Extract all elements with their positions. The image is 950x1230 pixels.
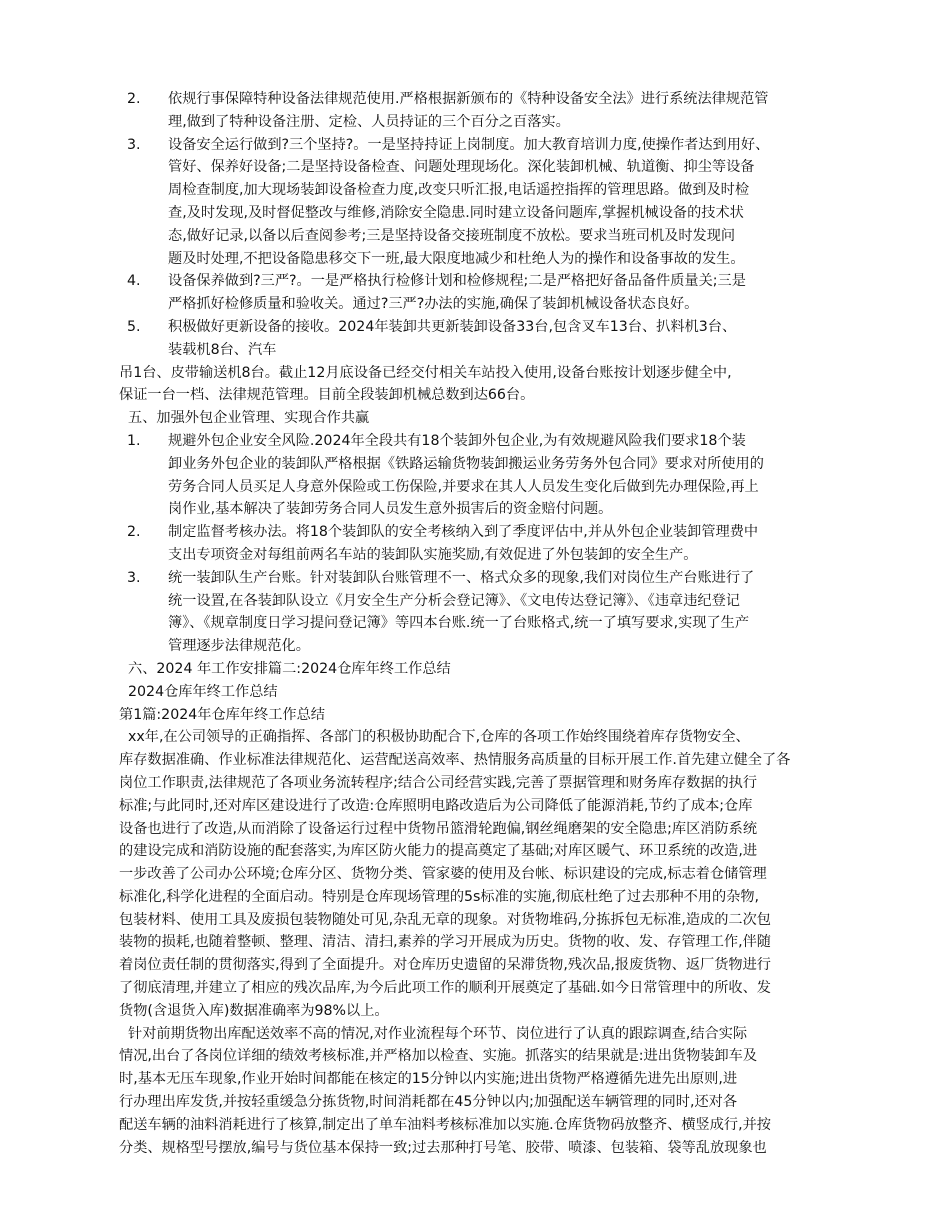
text-line: 行办理出库发货,并按轻重缓急分拣货物,时间消耗都在45分钟以内;加强配送车辆管理的同时,还对各 <box>119 1094 738 1111</box>
text-line: 的建设完成和消防设施的配套落实,为库区防火能力的提高奠定了基础;对库区暖气、环卫系统的改造,进 <box>119 843 758 860</box>
text-line: 统一设置,在各装卸队设立《月安全生产分析会登记簿》、《文电传达登记簿》、《违章违纪登记 <box>168 592 740 609</box>
text-line: 设备也进行了改造,从而消除了设备运行过程中货物吊篮滑轮跑偏,钢丝绳磨架的安全隐患;库区消防系统 <box>119 820 758 837</box>
list-item <box>119 88 859 134</box>
text-line: 岗作业,基本解决了装卸劳务合同人员发生意外损害后的资金赔付问题。 <box>168 501 613 518</box>
list-number: 3. <box>127 136 141 153</box>
body-paragraph-1 <box>119 726 859 1022</box>
text-line: 标准化,科学化进程的全面启动。特别是仓库现场管理的5s标准的实施,彻底杜绝了过去那种不用的杂物, <box>119 888 760 905</box>
text-line: 周检查制度,加大现场装卸设备检查力度,改变只听汇报,电话遥控指挥的管理思路。做到及时检 <box>168 182 750 199</box>
text-line: 分类、规格型号摆放,编号与货位基本保持一致;过去那种打号笔、胶带、喷漆、包装箱、袋等乱放现象也 <box>119 1139 767 1156</box>
document-subtitle: 第1篇:2024年仓库年终工作总结 <box>119 706 325 723</box>
text-line: 标准;与此同时,还对库区建设进行了改造:仓库照明电路改造后为公司降低了能源消耗,节约了成本;仓库 <box>119 797 753 814</box>
list-item <box>119 316 859 362</box>
text-line: 卸业务外包企业的装卸队严格根据《铁路运输货物装卸搬运业务劳务外包合同》要求对所使用的 <box>168 455 764 472</box>
document-title: 2024仓库年终工作总结 <box>128 683 278 700</box>
text-line: 设备保养做到?三严?。一是严格执行检修计划和检修规程;二是严格把好备品备件质量关;三是 <box>168 273 746 290</box>
text-line: 支出专项资金对每组前两名车站的装卸队实施奖励,有效促进了外包装卸的安全生产。 <box>168 546 698 563</box>
text-line: 吊1台、皮带输送机8台。截止12月底设备已经交付相关车站投入使用,设备台账按计划逐步健全中, <box>119 364 732 381</box>
text-line: 积极做好更新设备的接收。2024年装卸共更新装卸设备33台,包含叉车13台、扒料机3台、 <box>168 318 737 335</box>
text-line: 着岗位责任制的贯彻落实,得到了全面提升。对仓库历史遗留的呆滞货物,残次品,报废货物、返厂货物进行 <box>119 957 771 974</box>
text-line: 一步改善了公司办公环境;仓库分区、货物分类、管家婆的使用及台帐、标识建设的完成,标志着仓储管理 <box>119 866 767 883</box>
list-number: 5. <box>127 318 141 335</box>
numbered-list-outsourcing <box>119 430 859 658</box>
text-line: 装载机8台、汽车 <box>168 341 277 358</box>
text-line: 包装材料、使用工具及废损包装物随处可见,杂乱无章的现象。对货物堆码,分拣拆包无标准,造成的二次包 <box>119 911 771 928</box>
list-number: 2. <box>127 524 141 541</box>
list-number: 3. <box>127 569 141 586</box>
text-line: 劳务合同人员买足人身意外保险或工伤保险,并要求在其人人员发生变化后做到先办理保险,再上 <box>168 478 759 495</box>
section-heading-6: 六、2024 年工作安排篇二:2024仓库年终工作总结 <box>128 660 451 677</box>
text-line: 岗位工作职责,法律规范了各项业务流转程序;结合公司经营实践,完善了票据管理和财务库存数据的执行 <box>119 774 758 791</box>
text-line: 货物(含退货入库)数据准确率为98%以上。 <box>119 1002 389 1019</box>
list-number: 1. <box>127 432 141 449</box>
text-line: 依规行事保障特种设备法律规范使用.严格根据新颁布的《特种设备安全法》进行系统法律规范管 <box>168 91 769 107</box>
text-line: 统一装卸队生产台账。针对装卸队台账管理不一、格式众多的现象,我们对岗位生产台账进行了 <box>168 569 755 586</box>
text-line: 查,及时发现,及时督促整改与维修,消除安全隐患.同时建立设备问题库,掌握机械设备的技术状 <box>168 204 744 221</box>
list-item <box>119 430 859 521</box>
list-item <box>119 521 859 567</box>
text-line: 管理逐步法律规范化。 <box>168 638 310 655</box>
document-body <box>119 88 859 1159</box>
text-line: 针对前期货物出库配送效率不高的情况,对作业流程每个环节、岗位进行了认真的跟踪调查,结合实际 <box>128 1025 748 1042</box>
numbered-list-equipment <box>119 88 859 362</box>
text-line: 库存数据准确、作业标准法律规范化、运营配送高效率、热情服务高质量的目标开展工作.首先建立健全了各 <box>119 752 791 769</box>
text-line: 理,做到了特种设备注册、定检、人员持证的三个百分之百落实。 <box>168 113 570 130</box>
text-line: 簿》、《规章制度日学习提问登记簿》等四本台账.统一了台账格式,统一了填写要求,实现了生产 <box>168 615 750 632</box>
text-line: 时,基本无压车现象,作业开始时间都能在核定的15分钟以内实施;进出货物严格遵循先进先出原则,进 <box>119 1071 738 1088</box>
list-item <box>119 270 859 316</box>
body-paragraph-2 <box>119 1023 859 1160</box>
text-line: 严格抓好检修质量和验收关。通过?三严?办法的实施,确保了装卸机械设备状态良好。 <box>168 296 699 313</box>
text-line: 态,做好记录,以备以后查阅参考;三是坚持设备交接班制度不放松。要求当班司机及时发现问 <box>168 227 736 244</box>
text-line: 规避外包企业安全风险.2024年全段共有18个装卸外包企业,为有效规避风险我们要求18个装 <box>168 432 746 449</box>
list-item <box>119 567 859 658</box>
text-line: 管好、保养好设备;二是坚持设备检查、问题处理现场化。深化装卸机械、轨道衡、抑尘等设备 <box>168 159 755 176</box>
text-line: 保证一台一档、法律规范管理。目前全段装卸机械总数到达66台。 <box>119 387 535 404</box>
list-item <box>119 134 859 271</box>
text-line: 了彻底清理,并建立了相应的残次品库,为今后此项工作的顺利开展奠定了基础.如今日常管理中的所收、发 <box>119 980 771 997</box>
list-number: 2. <box>127 91 141 107</box>
text-line: 配送车辆的油料消耗进行了核算,制定出了单车油料考核标准加以实施.仓库货物码放整齐、横竖成行,并按 <box>119 1116 771 1133</box>
text-line: 题及时处理,不把设备隐患移交下一班,最大限度地减少和杜绝人为的操作和设备事故的发生。 <box>168 250 745 267</box>
section-heading-5: 五、加强外包企业管理、实现合作共赢 <box>128 410 370 427</box>
text-line: 设备安全运行做到?三个坚持?。一是坚持持证上岗制度。加大教育培训力度,使操作者达到用好、 <box>168 136 770 153</box>
text-line: 制定监督考核办法。将18个装卸队的安全考核纳入到了季度评估中,并从外包企业装卸管理费中 <box>168 524 759 541</box>
text-line: 装物的损耗,也随着整顿、整理、清洁、清扫,素养的学习开展成为历史。货物的收、发、存管理工作,伴随 <box>119 934 771 951</box>
text-line: 情况,出台了各岗位详细的绩效考核标准,并严格加以检查、实施。抓落实的结果就是:进出货物装卸车及 <box>119 1048 758 1065</box>
list-number: 4. <box>127 273 141 290</box>
text-line: xx年,在公司领导的正确指挥、各部门的积极协助配合下,仓库的各项工作始终围绕着库存货物安全、 <box>128 729 750 746</box>
continuation-paragraph <box>119 362 859 408</box>
